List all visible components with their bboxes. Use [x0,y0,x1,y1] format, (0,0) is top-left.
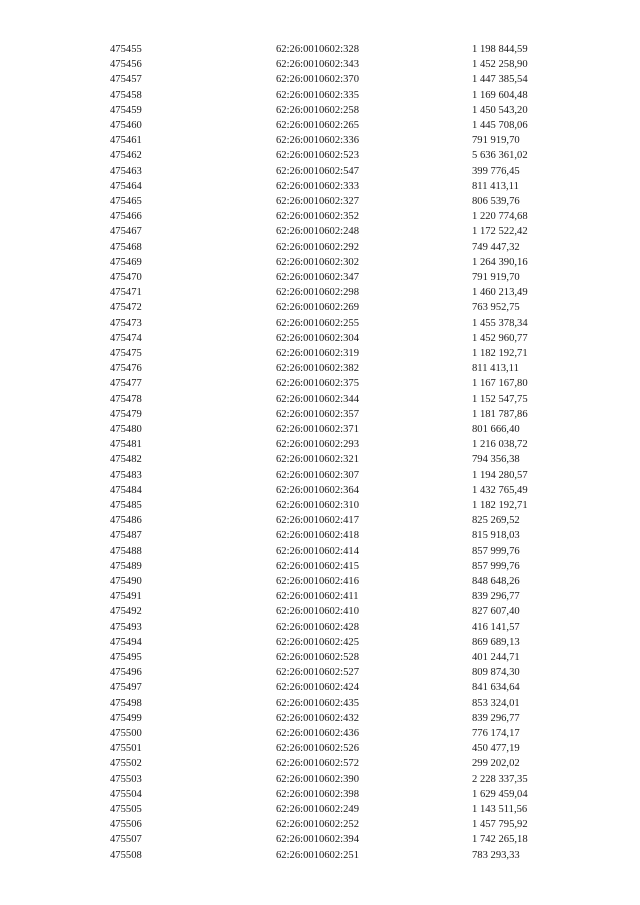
table-row [0,423,640,437]
table-row [0,393,640,407]
cadastral-number: 62:26:0010602:526 [276,743,359,755]
value-amount: 416 141,57 [472,621,520,633]
cadastral-number: 62:26:0010602:335 [276,89,359,101]
record-number: 475468 [110,241,142,253]
record-number: 475503 [110,773,142,785]
table-row [0,271,640,285]
cadastral-number: 62:26:0010602:417 [276,515,359,527]
value-amount: 848 648,26 [472,576,520,587]
record-number: 475475 [110,348,142,359]
value-amount: 299 202,02 [472,758,520,770]
table-row [0,666,640,680]
record-number: 475497 [110,682,142,694]
table-row [0,712,640,726]
record-number: 475492 [110,606,142,618]
cadastral-number: 62:26:0010602:432 [276,712,359,724]
value-amount: 839 296,77 [472,712,520,724]
table-row [0,757,640,771]
cadastral-number: 62:26:0010602:265 [276,120,359,131]
cadastral-number: 62:26:0010602:336 [276,135,359,147]
table-row [0,408,640,422]
value-amount: 749 447,32 [472,241,520,253]
cadastral-number: 62:26:0010602:298 [276,287,359,299]
cadastral-number: 62:26:0010602:390 [276,773,359,785]
table-row [0,210,640,224]
table-row [0,651,640,665]
table-row [0,165,640,179]
record-number: 475470 [110,272,142,283]
record-number: 475505 [110,804,142,815]
table-row [0,590,640,604]
table-row [0,377,640,391]
record-number: 475476 [110,363,142,375]
cadastral-number: 62:26:0010602:410 [276,606,359,618]
record-number: 475474 [110,332,142,344]
value-amount: 794 356,38 [472,454,520,466]
table-row [0,438,640,452]
cadastral-number: 62:26:0010602:292 [276,241,359,253]
cadastral-number: 62:26:0010602:302 [276,256,359,268]
table-row [0,225,640,239]
cadastral-number: 62:26:0010602:328 [276,44,359,55]
cadastral-number: 62:26:0010602:547 [276,165,359,177]
value-amount: 1 447 385,54 [472,74,528,86]
cadastral-number: 62:26:0010602:411 [276,591,359,603]
value-amount: 1 432 765,49 [472,484,528,496]
table-row [0,636,640,650]
record-number: 475488 [110,545,142,557]
table-row [0,818,640,832]
record-number: 475465 [110,196,142,207]
value-amount: 1 220 774,68 [472,211,528,223]
record-number: 475482 [110,454,142,466]
value-amount: 825 269,52 [472,515,520,527]
value-amount: 811 413,11 [472,363,519,375]
value-amount: 399 776,45 [472,165,520,177]
table-row [0,681,640,695]
table-row [0,347,640,361]
record-number: 475500 [110,728,142,739]
cadastral-number: 62:26:0010602:424 [276,682,359,694]
table-row [0,256,640,270]
record-number: 475491 [110,591,142,603]
table-row [0,58,640,72]
record-number: 475507 [110,834,142,846]
table-row [0,575,640,589]
value-amount: 811 413,11 [472,180,519,192]
cadastral-number: 62:26:0010602:375 [276,378,359,390]
value-amount: 1 198 844,59 [472,44,528,55]
cadastral-number: 62:26:0010602:572 [276,758,359,770]
value-amount: 1 455 378,34 [472,317,528,329]
record-number: 475484 [110,484,142,496]
value-amount: 1 452 258,90 [472,59,528,71]
record-number: 475489 [110,560,142,572]
cadastral-number: 62:26:0010602:310 [276,500,359,511]
table-row [0,301,640,315]
table-row [0,803,640,817]
table-row [0,241,640,255]
value-amount: 1 181 787,86 [472,408,528,420]
table-row [0,621,640,635]
record-number: 475460 [110,120,142,131]
table-row [0,605,640,619]
table-row [0,286,640,300]
value-amount: 2 228 337,35 [472,773,528,785]
record-number: 475462 [110,150,142,162]
record-number: 475455 [110,44,142,55]
cadastral-number: 62:26:0010602:528 [276,652,359,663]
table-row [0,43,640,57]
value-amount: 841 634,64 [472,682,520,694]
record-number: 475459 [110,104,142,116]
value-amount: 827 607,40 [472,606,520,618]
table-row [0,119,640,133]
value-amount: 809 874,30 [472,667,520,679]
cadastral-number: 62:26:0010602:398 [276,788,359,800]
table-row [0,195,640,209]
value-amount: 1 169 604,48 [472,89,528,101]
cadastral-number: 62:26:0010602:425 [276,636,359,648]
record-number: 475498 [110,697,142,709]
value-amount: 1 452 960,77 [472,332,528,344]
value-amount: 5 636 361,02 [472,150,528,162]
value-amount: 1 457 795,92 [472,819,528,831]
cadastral-number: 62:26:0010602:415 [276,560,359,572]
value-amount: 857 999,76 [472,560,520,572]
value-amount: 1 152 547,75 [472,393,528,405]
value-amount: 853 324,01 [472,697,520,709]
cadastral-number: 62:26:0010602:293 [276,439,359,451]
cadastral-number: 62:26:0010602:357 [276,408,359,420]
record-number: 475472 [110,302,142,314]
value-amount: 839 296,77 [472,591,520,603]
cadastral-number: 62:26:0010602:414 [276,545,359,557]
value-amount: 801 666,40 [472,424,520,435]
cadastral-number: 62:26:0010602:319 [276,348,359,359]
record-number: 475490 [110,576,142,587]
record-number: 475496 [110,667,142,679]
value-amount: 1 194 280,57 [472,469,528,481]
table-row [0,833,640,847]
value-amount: 806 539,76 [472,196,520,207]
value-amount: 1 629 459,04 [472,788,528,800]
table-row [0,134,640,148]
record-number: 475504 [110,788,142,800]
record-number: 475463 [110,165,142,177]
table-row [0,332,640,346]
table-row [0,73,640,87]
table-row [0,727,640,741]
table-row [0,453,640,467]
cadastral-number: 62:26:0010602:436 [276,728,359,739]
value-amount: 1 742 265,18 [472,834,528,846]
cadastral-number: 62:26:0010602:394 [276,834,359,846]
value-amount: 1 167 167,80 [472,378,528,390]
value-amount: 1 143 511,56 [472,804,528,815]
record-number: 475502 [110,758,142,770]
value-amount: 776 174,17 [472,728,520,739]
cadastral-number: 62:26:0010602:307 [276,469,359,481]
table-row [0,788,640,802]
record-number: 475479 [110,408,142,420]
record-number: 475464 [110,180,142,192]
record-number: 475487 [110,530,142,542]
table-row [0,180,640,194]
value-amount: 857 999,76 [472,545,520,557]
cadastral-number: 62:26:0010602:370 [276,74,359,86]
cadastral-number: 62:26:0010602:304 [276,332,359,344]
record-number: 475457 [110,74,142,86]
cadastral-number: 62:26:0010602:527 [276,667,359,679]
value-amount: 1 216 038,72 [472,439,528,451]
table-row [0,362,640,376]
cadastral-number: 62:26:0010602:416 [276,576,359,587]
table-row [0,469,640,483]
cadastral-number: 62:26:0010602:364 [276,484,359,496]
table-row [0,484,640,498]
value-amount: 1 182 192,71 [472,348,528,359]
record-number: 475469 [110,256,142,268]
record-number: 475494 [110,636,142,648]
table-row [0,499,640,513]
table-row [0,773,640,787]
record-number: 475458 [110,89,142,101]
value-amount: 1 172 522,42 [472,226,528,238]
record-number: 475477 [110,378,142,390]
record-number: 475481 [110,439,142,451]
cadastral-number: 62:26:0010602:251 [276,849,359,861]
cadastral-number: 62:26:0010602:343 [276,59,359,71]
value-amount: 791 919,70 [472,272,520,283]
record-number: 475456 [110,59,142,71]
table-row [0,514,640,528]
record-number: 475501 [110,743,142,755]
table-row [0,317,640,331]
record-number: 475483 [110,469,142,481]
table-row [0,545,640,559]
cadastral-number: 62:26:0010602:352 [276,211,359,223]
value-amount: 1 460 213,49 [472,287,528,299]
table-row [0,149,640,163]
record-number: 475467 [110,226,142,238]
value-amount: 783 293,33 [472,849,520,861]
table-row [0,104,640,118]
cadastral-number: 62:26:0010602:344 [276,393,359,405]
record-number: 475466 [110,211,142,223]
cadastral-number: 62:26:0010602:321 [276,454,359,466]
record-number: 475471 [110,287,142,299]
value-amount: 1 445 708,06 [472,120,528,131]
record-number: 475499 [110,712,142,724]
table-row [0,560,640,574]
cadastral-number: 62:26:0010602:258 [276,104,359,116]
table-row [0,742,640,756]
record-number: 475461 [110,135,142,147]
record-number: 475506 [110,819,142,831]
record-number: 475495 [110,652,142,663]
value-amount: 1 264 390,16 [472,256,528,268]
cadastral-number: 62:26:0010602:269 [276,302,359,314]
cadastral-number: 62:26:0010602:252 [276,819,359,831]
cadastral-number: 62:26:0010602:382 [276,363,359,375]
cadastral-number: 62:26:0010602:255 [276,317,359,329]
record-number: 475493 [110,621,142,633]
value-amount: 869 689,13 [472,636,520,648]
value-amount: 791 919,70 [472,135,520,147]
record-number: 475508 [110,849,142,861]
table-row [0,697,640,711]
value-amount: 815 918,03 [472,530,520,542]
cadastral-number: 62:26:0010602:418 [276,530,359,542]
value-amount: 763 952,75 [472,302,520,314]
value-amount: 450 477,19 [472,743,520,755]
cadastral-number: 62:26:0010602:523 [276,150,359,162]
record-number: 475480 [110,424,142,435]
value-amount: 1 450 543,20 [472,104,528,116]
record-number: 475473 [110,317,142,329]
cadastral-number: 62:26:0010602:428 [276,621,359,633]
cadastral-number: 62:26:0010602:333 [276,180,359,192]
cadastral-number: 62:26:0010602:248 [276,226,359,238]
record-number: 475478 [110,393,142,405]
value-amount: 401 244,71 [472,652,520,663]
table-row [0,849,640,863]
table-row [0,89,640,103]
record-number: 475486 [110,515,142,527]
cadastral-number: 62:26:0010602:249 [276,804,359,815]
value-amount: 1 182 192,71 [472,500,528,511]
cadastral-number: 62:26:0010602:435 [276,697,359,709]
record-number: 475485 [110,500,142,511]
cadastral-number: 62:26:0010602:327 [276,196,359,207]
cadastral-number: 62:26:0010602:347 [276,272,359,283]
table-row [0,529,640,543]
cadastral-number: 62:26:0010602:371 [276,424,359,435]
